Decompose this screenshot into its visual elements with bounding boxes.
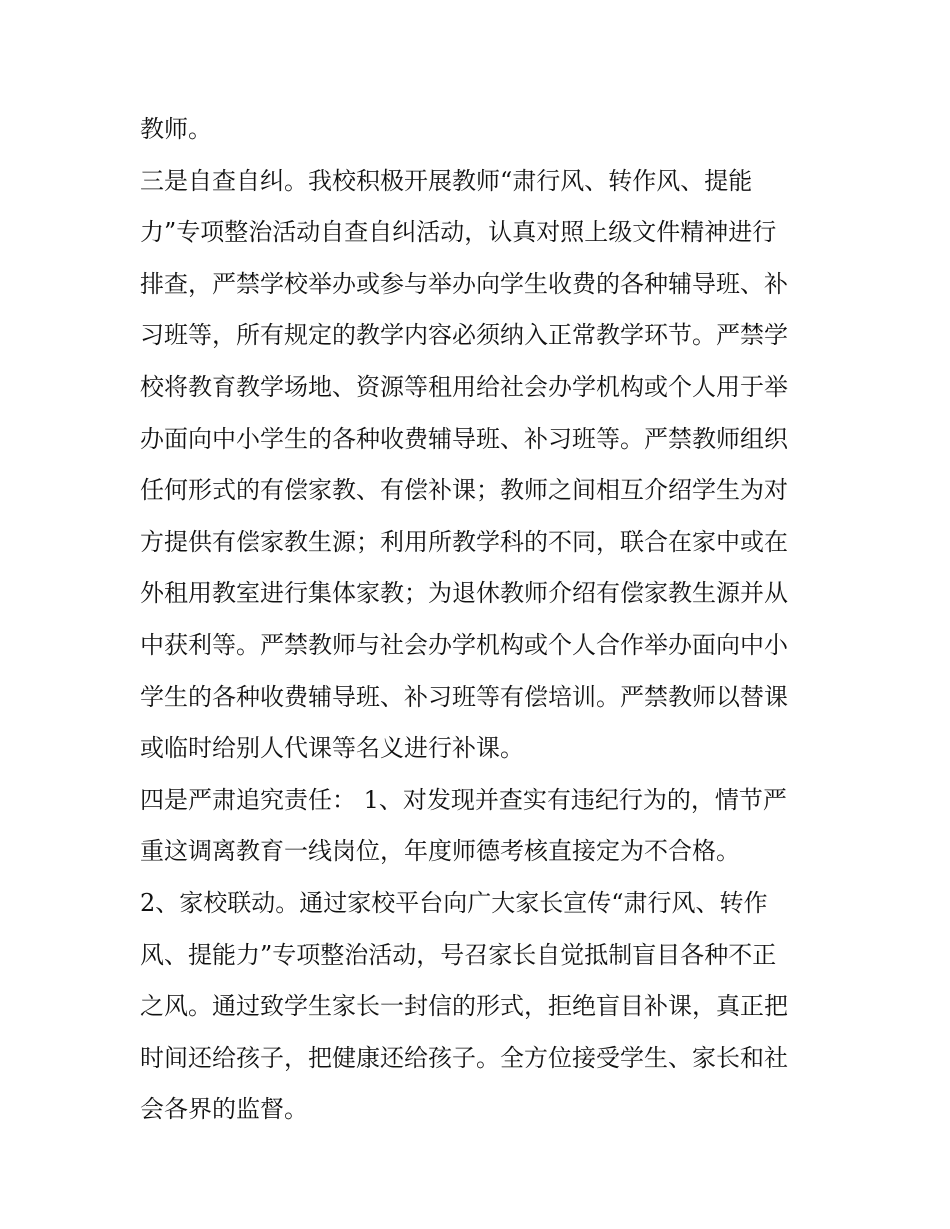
text-line-17: 风、提能力”专项整治活动，号召家长自觉抵制盲目各种不正: [140, 940, 777, 969]
text-line-10: 外租用教室进行集体家教；为退休教师介绍有偿家教生源并从: [140, 579, 788, 608]
text-line-7: 办面向中小学生的各种收费辅导班、补习班等。严禁教师组织: [140, 424, 788, 453]
text-line-18: 之风。通过致学生家长一封信的形式，拒绝盲目补课，真正把: [140, 992, 788, 1021]
text-line-16: 2、家校联动。通过家校平台向广大家长宣传“肃行风、转作: [140, 888, 768, 917]
text-line-9: 方提供有偿家教生源；利用所教学科的不同，联合在家中或在: [140, 527, 788, 556]
text-line-15: 重这调离教育一线岗位，年度师德考核直接定为不合格。: [140, 837, 740, 866]
text-line-1: 教师。: [140, 115, 212, 143]
text-line-5: 习班等，所有规定的教学内容必须纳入正常教学环节。严禁学: [140, 321, 788, 350]
text-line-4: 排查，严禁学校举办或参与举办向学生收费的各种辅导班、补: [140, 269, 788, 298]
text-line-12: 学生的各种收费辅导班、补习班等有偿培训。严禁教师以替课: [140, 682, 788, 711]
text-line-13: 或临时给别人代课等名义进行补课。: [140, 734, 524, 763]
text-line-19: 时间还给孩子，把健康还给孩子。全方位接受学生、家长和社: [140, 1043, 788, 1072]
document-body: [140, 104, 830, 1136]
text-line-6: 校将教育教学场地、资源等租用给社会办学机构或个人用于举: [140, 372, 788, 401]
text-line-3: 力”专项整治活动自查自纠活动，认真对照上级文件精神进行: [140, 218, 777, 247]
text-line-2: 三是自查自纠。我校积极开展教师“肃行风、转作风、提能: [140, 166, 753, 195]
text-line-8: 任何形式的有偿家教、有偿补课；教师之间相互介绍学生为对: [140, 476, 788, 505]
text-line-11: 中获利等。严禁教师与社会办学机构或个人合作举办面向中小: [140, 630, 788, 659]
text-line-20: 会各界的监督。: [140, 1095, 308, 1124]
text-line-14: 四是严肃追究责任： 1、对发现并查实有违纪行为的，情节严: [140, 785, 787, 814]
